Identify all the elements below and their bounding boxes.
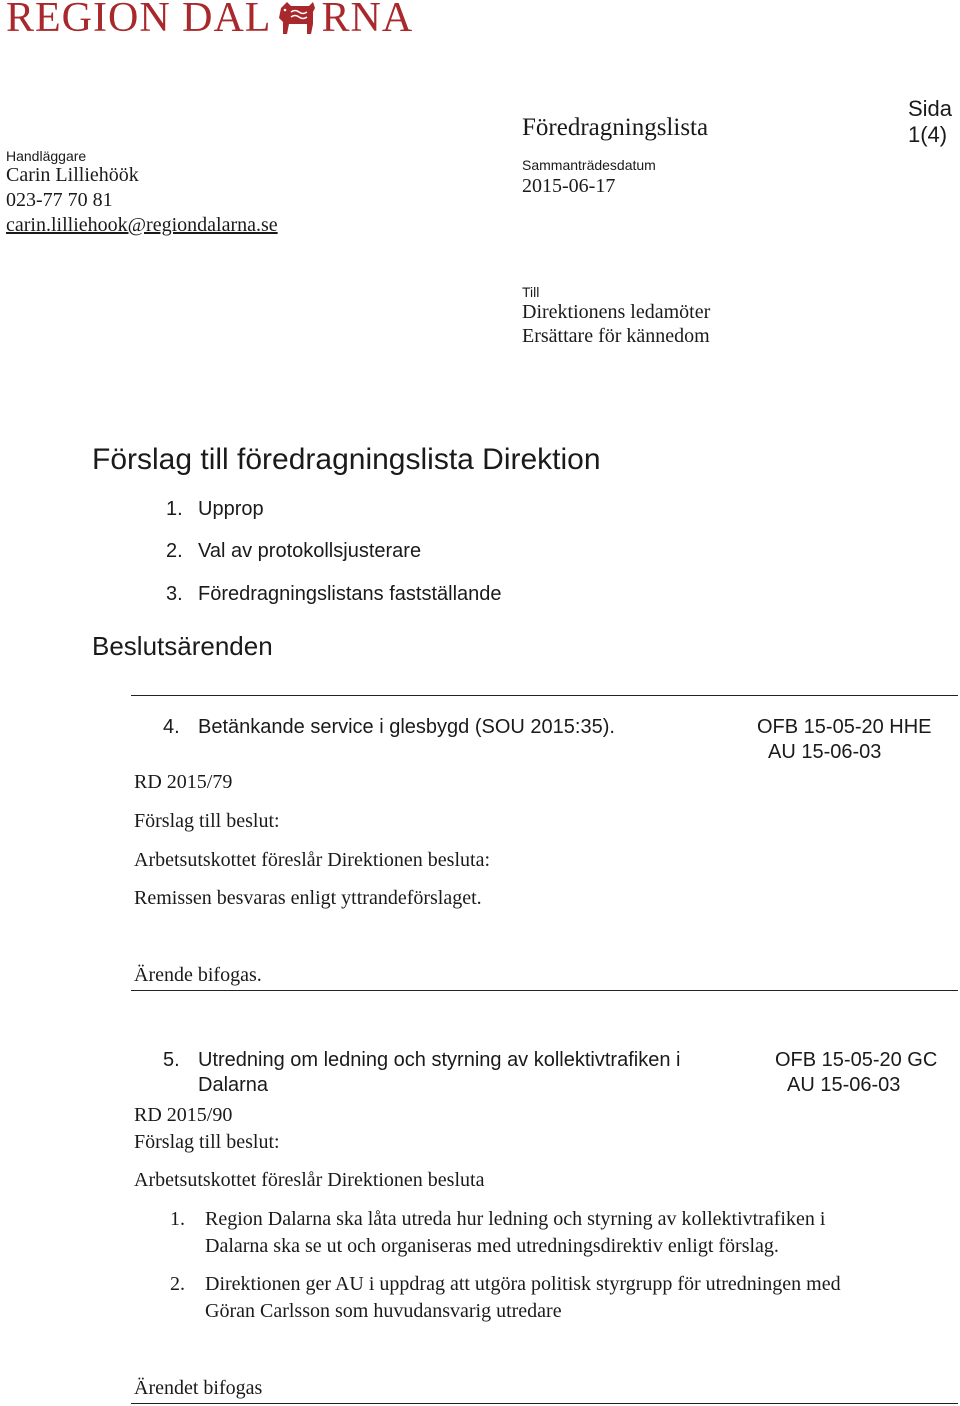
item4-ref-ofb: OFB 15-05-20 HHE bbox=[757, 716, 932, 738]
item4-committee-text: Arbetsutskottet föreslår Direktionen besluta: bbox=[134, 849, 491, 871]
item5-decision-1-line1: Region Dalarna ska låta utreda hur ledning och styrning av kollektivtrafiken i bbox=[205, 1208, 826, 1230]
agenda-item-upprop: Upprop bbox=[198, 498, 264, 520]
item5-decision-number: 2. bbox=[170, 1273, 185, 1295]
meeting-date-label: Sammanträdesdatum bbox=[522, 157, 656, 173]
item4-decision-text: Remissen besvaras enligt yttrandeförslaget. bbox=[134, 887, 482, 909]
page-label: Sida bbox=[908, 96, 953, 121]
handlaggare-email-link[interactable]: carin.lilliehook@regiondalarna.se bbox=[6, 214, 278, 236]
divider bbox=[131, 1403, 958, 1404]
item4-case-number: RD 2015/79 bbox=[134, 771, 233, 793]
item5-ref-au: AU 15-06-03 bbox=[787, 1074, 901, 1096]
agenda-heading: Förslag till föredragningslista Direktion bbox=[92, 443, 601, 476]
agenda-item-faststallande: Föredragningslistans fastställande bbox=[198, 583, 502, 605]
handlaggare-phone: 023-77 70 81 bbox=[6, 189, 113, 211]
item5-decision-1-line2: Dalarna ska se ut och organiseras med utredningsdirektiv enligt förslag. bbox=[205, 1235, 779, 1257]
agenda-item-number: 3. bbox=[166, 583, 183, 605]
recipient-line: Direktionens ledamöter bbox=[522, 301, 711, 323]
divider bbox=[131, 990, 958, 991]
logo-text-right: RNA bbox=[321, 0, 414, 41]
meeting-date: 2015-06-17 bbox=[522, 175, 616, 197]
item4-title: Betänkande service i glesbygd (SOU 2015:35). bbox=[198, 716, 615, 738]
agenda-item-number: 2. bbox=[166, 540, 183, 562]
item5-case-number: RD 2015/90 bbox=[134, 1104, 233, 1126]
item5-title-line1: Utredning om ledning och styrning av kollektivtrafiken i bbox=[198, 1049, 681, 1071]
recipient-line: Ersättare för kännedom bbox=[522, 325, 710, 347]
doc-title: Föredragningslista bbox=[522, 114, 709, 141]
item5-committee-text: Arbetsutskottet föreslår Direktionen besluta bbox=[134, 1169, 485, 1191]
page-number: 1(4) bbox=[908, 122, 948, 147]
item5-title-line2: Dalarna bbox=[198, 1074, 269, 1096]
divider bbox=[131, 695, 958, 696]
item5-proposal-label: Förslag till beslut: bbox=[134, 1131, 280, 1153]
region-dalarna-logo bbox=[6, 0, 413, 42]
item5-decision-2-line1: Direktionen ger AU i uppdrag att utgöra politisk styrgrupp för utredningen med bbox=[205, 1273, 841, 1295]
item5-ref-ofb: OFB 15-05-20 GC bbox=[775, 1049, 938, 1071]
item5-attachment-note: Ärendet bifogas bbox=[134, 1377, 263, 1399]
item4-attachment-note: Ärende bifogas. bbox=[134, 964, 262, 986]
handlaggare-label: Handläggare bbox=[6, 148, 87, 164]
agenda-item-justerare: Val av protokollsjusterare bbox=[198, 540, 422, 562]
handlaggare-name: Carin Lilliehöök bbox=[6, 164, 139, 186]
item4-proposal-label: Förslag till beslut: bbox=[134, 810, 280, 832]
item5-decision-number: 1. bbox=[170, 1208, 185, 1230]
dala-horse-icon bbox=[273, 0, 319, 38]
item5-number: 5. bbox=[163, 1049, 180, 1071]
item4-number: 4. bbox=[163, 716, 180, 738]
item4-ref-au: AU 15-06-03 bbox=[768, 741, 882, 763]
agenda-item-number: 1. bbox=[166, 498, 183, 520]
item5-decision-2-line2: Göran Carlsson som huvudansvarig utredare bbox=[205, 1300, 562, 1322]
recipients-label: Till bbox=[522, 284, 540, 300]
logo-text-left: REGION DAL bbox=[6, 0, 272, 41]
section-heading-beslutsarenden: Beslutsärenden bbox=[92, 631, 273, 661]
